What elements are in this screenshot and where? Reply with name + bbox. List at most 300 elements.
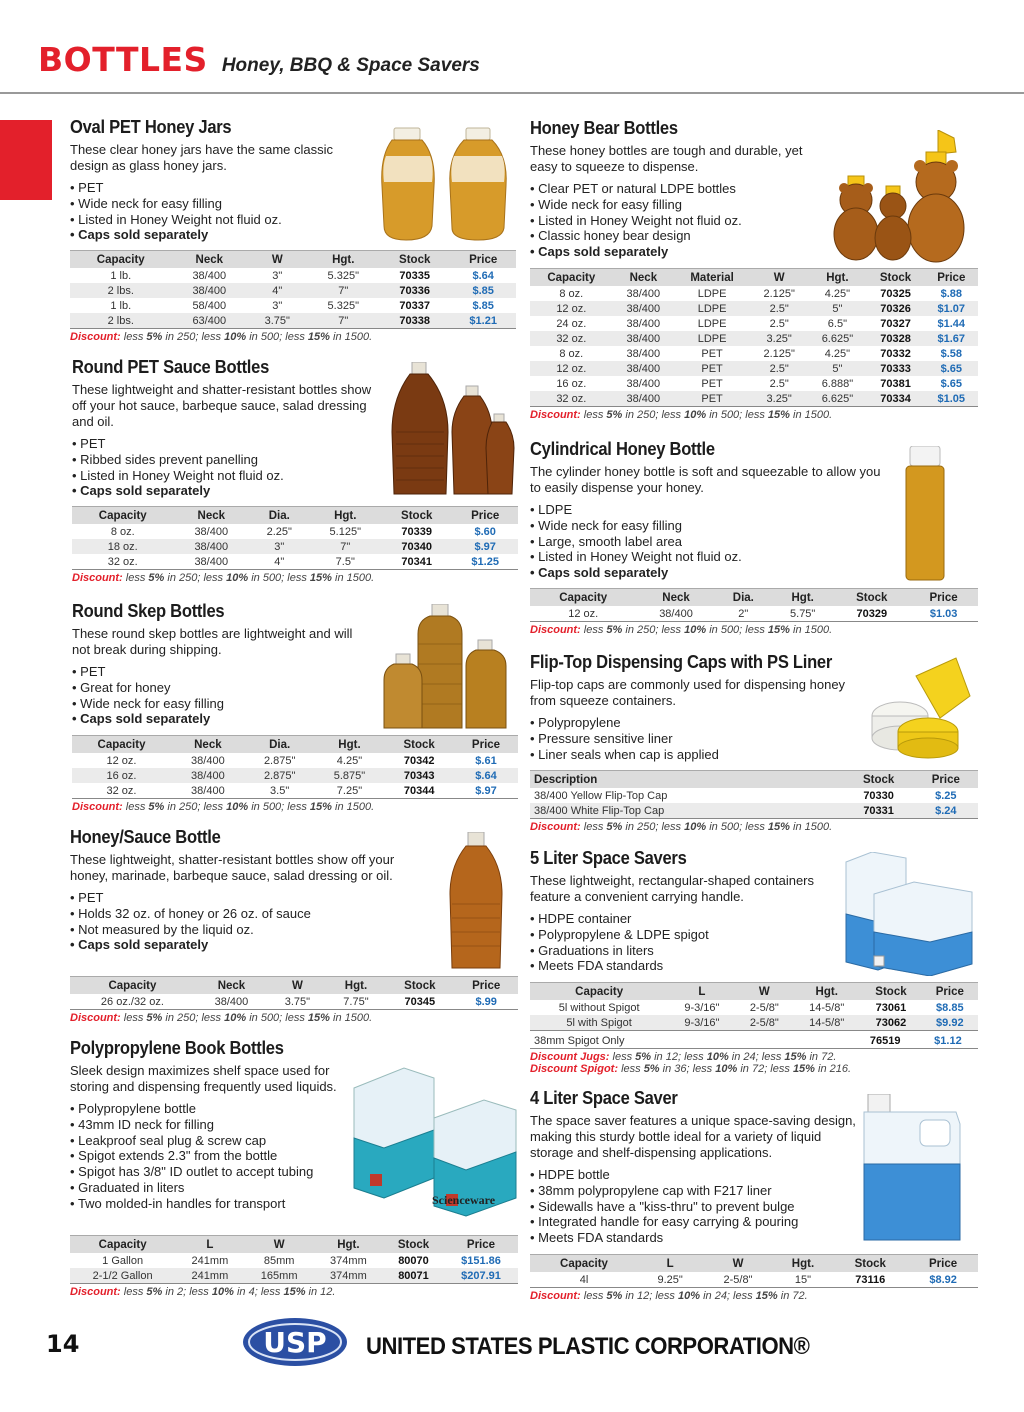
feature-item: • Polypropylene bottle bbox=[70, 1101, 350, 1117]
col-header: Stock bbox=[867, 269, 925, 287]
table-cell: 1 lb. bbox=[110, 299, 132, 312]
section-description: Sleek design maximizes shelf space used for storing and dispensing frequently used liquids. bbox=[70, 1063, 337, 1094]
price-cell: $.65 bbox=[925, 361, 978, 376]
section-honey-sauce-bottle bbox=[70, 827, 430, 953]
col-header: W bbox=[268, 977, 327, 995]
col-header: Dia. bbox=[245, 736, 315, 754]
table-cell: 32 oz. bbox=[530, 391, 613, 407]
section-description: These lightweight and shatter-resistant bottles show off your hot sauce, barbeque sauce, salad dressing and oil. bbox=[72, 382, 372, 429]
table-cell: 38/400 bbox=[191, 754, 225, 767]
col-header: Stock bbox=[384, 736, 454, 754]
table-cell: PET bbox=[674, 361, 750, 376]
book-table bbox=[70, 1235, 518, 1284]
stock-cell: 73062 bbox=[860, 1015, 921, 1031]
col-header: L bbox=[175, 1236, 244, 1254]
price-cell: $.64 bbox=[472, 269, 494, 282]
table-cell: 38/400 bbox=[171, 768, 245, 783]
table-cell: 7" bbox=[308, 283, 380, 298]
col-header: Stock bbox=[860, 983, 921, 1001]
feature-item: • Wide neck for easy filling bbox=[70, 196, 370, 212]
section-polypropylene-book-bottles bbox=[70, 1038, 350, 1212]
price-cell: $.60 bbox=[474, 525, 496, 538]
stock-cell: 70335 bbox=[399, 269, 431, 282]
table-row bbox=[70, 1268, 518, 1284]
section-description: The space saver features a unique space-saving design, making this sturdy bottle ideal for a variety of liquid storage and shelf-dispensing applications. bbox=[530, 1113, 856, 1160]
col-header: Hgt. bbox=[314, 1236, 383, 1254]
table-cell: 14-5/8" bbox=[809, 1001, 845, 1014]
feature-item: • PET bbox=[70, 180, 370, 196]
table-cell: 4" bbox=[247, 283, 307, 298]
feature-item: • Caps sold separately bbox=[70, 937, 430, 953]
table-cell: 38/400 bbox=[192, 269, 227, 282]
4-liter-space-saver-image bbox=[860, 1094, 966, 1244]
price-cell: $.25 bbox=[935, 789, 957, 802]
feature-item: • Polypropylene bbox=[530, 715, 870, 731]
col-header: Stock bbox=[383, 1236, 444, 1254]
table-row bbox=[530, 331, 978, 346]
feature-list bbox=[72, 664, 372, 727]
feature-item: • 43mm ID neck for filling bbox=[70, 1117, 350, 1133]
table-cell: 6.625" bbox=[808, 331, 866, 346]
price-cell: $8.92 bbox=[908, 1272, 978, 1288]
stock-cell: 70325 bbox=[880, 287, 911, 300]
feature-item: • Caps sold separately bbox=[72, 711, 372, 727]
table-cell: 12 oz. bbox=[530, 606, 636, 622]
section-title: Flip-Top Dispensing Caps with PS Liner bbox=[530, 652, 833, 672]
feature-item: • Meets FDA standards bbox=[530, 958, 840, 974]
stock-cell: 70340 bbox=[381, 539, 452, 554]
table-cell: 3.75" bbox=[247, 313, 307, 329]
col-header: Capacity bbox=[530, 589, 636, 607]
stock-cell: 70329 bbox=[834, 606, 909, 622]
table-row bbox=[72, 753, 518, 768]
table-cell: 3.75" bbox=[268, 994, 327, 1010]
table-cell: LDPE bbox=[697, 287, 727, 300]
company-name: UNITED STATES PLASTIC CORPORATION® bbox=[366, 1333, 810, 1360]
price-cell: $.65 bbox=[940, 377, 962, 390]
feature-item: • LDPE bbox=[530, 502, 890, 518]
table-cell: 32 oz. bbox=[530, 331, 613, 346]
table-cell: 38/400 bbox=[171, 783, 245, 799]
feature-item: • Listed in Honey Weight not fluid oz. bbox=[70, 212, 370, 228]
table-cell: 6.5" bbox=[827, 317, 847, 330]
col-header: Price bbox=[454, 736, 518, 754]
feature-item: • Graduations in liters bbox=[530, 943, 840, 959]
section-title: Honey Bear Bottles bbox=[530, 118, 678, 138]
stock-cell: 70336 bbox=[379, 283, 450, 298]
table-cell: 5" bbox=[808, 301, 866, 316]
table-cell: 38/400 bbox=[194, 525, 229, 538]
table-cell: 5.75" bbox=[771, 606, 834, 622]
col-header: Capacity bbox=[70, 1236, 175, 1254]
stock-cell: 70326 bbox=[867, 301, 925, 316]
table-cell: 38/400 bbox=[173, 554, 249, 570]
price-cell: $.88 bbox=[940, 287, 962, 300]
section-description: Flip-top caps are commonly used for dispensing honey from squeeze containers. bbox=[530, 677, 846, 708]
col-header: W bbox=[750, 269, 808, 287]
table-cell: 2-5/8" bbox=[702, 1272, 773, 1288]
cylindrical-table bbox=[530, 588, 978, 622]
table-cell: 7.5" bbox=[310, 554, 382, 570]
col-header: Neck bbox=[613, 269, 675, 287]
col-header: Dia. bbox=[249, 507, 309, 525]
table-cell: 165mm bbox=[245, 1268, 314, 1284]
table-cell: 38/400 bbox=[613, 391, 675, 407]
section-title: Cylindrical Honey Bottle bbox=[530, 439, 715, 459]
price-cell: $.97 bbox=[454, 783, 518, 799]
feature-item: • Wide neck for easy filling bbox=[72, 696, 372, 712]
section-cylindrical-honey-bottle bbox=[530, 439, 890, 581]
honey-bear-table bbox=[530, 268, 978, 407]
table-cell: 5.325" bbox=[327, 269, 359, 282]
feature-item: • HDPE container bbox=[530, 911, 840, 927]
table-cell: 4" bbox=[249, 554, 309, 570]
table-cell: 8 oz. bbox=[559, 347, 584, 360]
feature-item: • 38mm polypropylene cap with F217 liner bbox=[530, 1183, 860, 1199]
stock-cell: 70338 bbox=[379, 313, 450, 329]
table-cell: 2.125" bbox=[763, 347, 795, 360]
table-cell: PET bbox=[674, 391, 750, 407]
table-cell: 9-3/16" bbox=[684, 1001, 720, 1014]
table-cell: 2-5/8" bbox=[735, 1015, 793, 1031]
feature-item: • Listed in Honey Weight not fluid oz. bbox=[530, 549, 890, 565]
table-cell: 38/400 bbox=[173, 539, 249, 554]
table-row bbox=[72, 783, 518, 799]
table-cell: 38/400 White Flip-Top Cap bbox=[530, 803, 844, 819]
section-description: These clear honey jars have the same classic design as glass honey jars. bbox=[70, 142, 334, 173]
section-tab bbox=[0, 120, 52, 200]
stock-cell: 70328 bbox=[867, 331, 925, 346]
stock-cell: 70330 bbox=[863, 789, 894, 802]
table-cell: 5l without Spigot bbox=[558, 1001, 640, 1014]
stock-cell: 70327 bbox=[880, 317, 911, 330]
table-cell: 7.25" bbox=[315, 783, 385, 799]
table-cell: LDPE bbox=[674, 301, 750, 316]
table-cell: 5l with Spigot bbox=[530, 1015, 668, 1031]
stock-cell: 70332 bbox=[880, 347, 911, 360]
discount-note: Discount: less 5% in 250; less 10% in 500; less 15% in 1500. bbox=[530, 624, 833, 636]
book-bottles-image bbox=[344, 1058, 520, 1218]
stock-cell: 70381 bbox=[880, 377, 911, 390]
table-cell: 38/400 bbox=[626, 287, 661, 300]
price-cell: $1.05 bbox=[925, 391, 978, 407]
feature-list bbox=[70, 180, 370, 243]
table-cell: 6.888" bbox=[821, 377, 854, 390]
cylindrical-bottle-image bbox=[900, 446, 950, 582]
stock-cell: 80070 bbox=[398, 1254, 429, 1267]
table-cell: 7" bbox=[310, 539, 382, 554]
feature-item: • Caps sold separately bbox=[530, 244, 820, 260]
col-header: Price bbox=[908, 1255, 978, 1273]
col-header: Stock bbox=[381, 507, 452, 525]
col-header: Neck bbox=[173, 507, 249, 525]
table-row bbox=[530, 1033, 978, 1049]
price-cell: $.85 bbox=[450, 283, 516, 298]
stock-cell: 73116 bbox=[832, 1272, 908, 1288]
table-cell: 8 oz. bbox=[110, 525, 135, 538]
price-cell: $1.25 bbox=[452, 554, 518, 570]
section-round-skep-bottles bbox=[72, 601, 372, 727]
price-cell: $.97 bbox=[452, 539, 518, 554]
table-cell: 374mm bbox=[314, 1268, 383, 1284]
col-header: Capacity bbox=[72, 507, 173, 525]
table-cell: 18 oz. bbox=[72, 539, 173, 554]
stock-cell: 70341 bbox=[381, 554, 452, 570]
table-cell: 3" bbox=[249, 539, 309, 554]
table-cell: 4.25" bbox=[824, 287, 851, 300]
table-row bbox=[530, 803, 978, 819]
table-cell: 16 oz. bbox=[556, 377, 587, 390]
stock-cell: 70343 bbox=[384, 768, 454, 783]
page-header bbox=[38, 40, 480, 84]
stock-cell: 70334 bbox=[867, 391, 925, 407]
page-subtitle: Honey, BBQ & Space Savers bbox=[221, 55, 480, 76]
page-number: 14 bbox=[46, 1330, 80, 1358]
table-cell: 85mm bbox=[263, 1254, 295, 1267]
col-header: Price bbox=[914, 771, 978, 789]
table-cell: 2-1/2 Gallon bbox=[70, 1268, 175, 1284]
discount-note: Discount: less 5% in 250; less 10% in 500; less 15% in 1500. bbox=[530, 821, 833, 833]
sauce-bottles-image bbox=[388, 362, 518, 502]
col-header: Capacity bbox=[70, 251, 171, 269]
col-header: Neck bbox=[195, 977, 268, 995]
feature-item: • Wide neck for easy filling bbox=[530, 518, 890, 534]
col-header: Price bbox=[450, 251, 516, 269]
col-header: Price bbox=[444, 1236, 518, 1254]
spigot-table bbox=[530, 1033, 978, 1049]
price-cell: $.85 bbox=[472, 299, 494, 312]
page-title: BOTTLES bbox=[38, 40, 208, 79]
table-cell: 3.25" bbox=[750, 391, 808, 407]
feature-list bbox=[530, 715, 870, 762]
price-cell: $.64 bbox=[454, 768, 518, 783]
table-row bbox=[530, 788, 978, 803]
table-cell: 38/400 bbox=[626, 377, 661, 390]
flip-top-caps-image bbox=[866, 656, 976, 760]
table-cell: 4l bbox=[530, 1272, 638, 1288]
section-title: Round Skep Bottles bbox=[72, 601, 225, 621]
col-header: Price bbox=[909, 589, 978, 607]
stock-cell: 80071 bbox=[383, 1268, 444, 1284]
feature-list bbox=[530, 1167, 860, 1246]
feature-item: • Spigot has 3/8" ID outlet to accept tubing bbox=[70, 1164, 350, 1180]
table-cell: 2.125" bbox=[763, 287, 795, 300]
table-row bbox=[530, 1000, 978, 1015]
table-cell: 2.5" bbox=[769, 377, 789, 390]
table-row bbox=[530, 1015, 978, 1031]
feature-item: • Integrated handle for easy carrying & pouring bbox=[530, 1214, 860, 1230]
feature-item: • PET bbox=[72, 436, 372, 452]
section-4-liter-space-saver bbox=[530, 1088, 860, 1246]
feature-list bbox=[530, 181, 820, 260]
section-title: 4 Liter Space Saver bbox=[530, 1088, 678, 1108]
col-header: Hgt. bbox=[793, 983, 860, 1001]
table-cell: 3" bbox=[272, 299, 283, 312]
price-cell: $151.86 bbox=[461, 1254, 501, 1267]
table-cell: 9-3/16" bbox=[668, 1015, 735, 1031]
table-cell: 9.25" bbox=[638, 1272, 702, 1288]
section-flip-top-caps bbox=[530, 652, 870, 762]
section-title: Round PET Sauce Bottles bbox=[72, 357, 270, 377]
price-cell: $8.85 bbox=[936, 1001, 964, 1014]
table-cell: 2.5" bbox=[769, 317, 789, 330]
table-cell: 24 oz. bbox=[556, 317, 587, 330]
table-row bbox=[530, 346, 978, 361]
table-row bbox=[530, 316, 978, 331]
col-header: Hgt. bbox=[315, 736, 385, 754]
table-cell: 32 oz. bbox=[72, 554, 173, 570]
col-header: Material bbox=[674, 269, 750, 287]
feature-item: • Pressure sensitive liner bbox=[530, 731, 870, 747]
feature-item: • Two molded-in handles for transport bbox=[70, 1196, 350, 1212]
col-header: Capacity bbox=[70, 977, 195, 995]
col-header: Neck bbox=[636, 589, 715, 607]
table-cell: 38/400 bbox=[636, 606, 715, 622]
table-cell: 2.875" bbox=[263, 754, 296, 767]
table-cell: 12 oz. bbox=[106, 754, 137, 767]
stock-cell: 70344 bbox=[384, 783, 454, 799]
4-liter-table bbox=[530, 1254, 978, 1288]
usp-logo bbox=[240, 1314, 350, 1370]
5-liter-space-saver-image bbox=[844, 852, 976, 976]
table-cell: 4.25" bbox=[824, 347, 851, 360]
table-cell: 241mm bbox=[175, 1268, 244, 1284]
discount-note: Discount: less 5% in 250; less 10% in 500; less 15% in 1500. bbox=[72, 572, 375, 584]
table-cell: 2.5" bbox=[750, 361, 808, 376]
table-row bbox=[70, 268, 516, 283]
discount-jugs-note: Discount Jugs: less 5% in 12; less 10% in 24; less 15% in 72. bbox=[530, 1051, 837, 1063]
table-cell: 38mm Spigot Only bbox=[530, 1033, 853, 1049]
table-row bbox=[530, 286, 978, 301]
header-rule bbox=[0, 92, 1024, 94]
table-row bbox=[530, 361, 978, 376]
col-header: Capacity bbox=[530, 1255, 638, 1273]
5-liter-table bbox=[530, 982, 978, 1031]
sauce-table bbox=[72, 506, 518, 570]
col-header: Price bbox=[922, 983, 978, 1001]
col-header: Stock bbox=[379, 251, 450, 269]
feature-item: • Polypropylene & LDPE spigot bbox=[530, 927, 840, 943]
flip-top-table bbox=[530, 770, 978, 819]
table-cell: 12 oz. bbox=[530, 361, 613, 376]
table-cell: 5" bbox=[808, 361, 866, 376]
feature-list bbox=[70, 890, 430, 953]
section-description: These lightweight, shatter-resistant bottles show off your honey, marinade, barbeque sauce, salad dressing or oil. bbox=[70, 852, 395, 883]
col-header: L bbox=[668, 983, 735, 1001]
section-title: Polypropylene Book Bottles bbox=[70, 1038, 284, 1058]
discount-note: Discount: less 5% in 2; less 10% in 4; less 15% in 12. bbox=[70, 1286, 336, 1298]
table-row bbox=[530, 376, 978, 391]
col-header: W bbox=[247, 251, 307, 269]
section-title: Honey/Sauce Bottle bbox=[70, 827, 221, 847]
usp-logo-text: USP bbox=[263, 1326, 327, 1359]
table-cell: 58/400 bbox=[192, 299, 227, 312]
col-header: Price bbox=[925, 269, 978, 287]
feature-item: • Ribbed sides prevent panelling bbox=[72, 452, 372, 468]
feature-item: • Classic honey bear design bbox=[530, 228, 820, 244]
stock-cell: 70333 bbox=[867, 361, 925, 376]
feature-item: • Sidewalls have a "kiss-thru" to prevent bulge bbox=[530, 1199, 860, 1215]
feature-item: • Listed in Honey Weight not fluid oz. bbox=[530, 213, 820, 229]
table-cell: PET bbox=[701, 347, 723, 360]
section-description: These lightweight, rectangular-shaped containers feature a convenient carrying handle. bbox=[530, 873, 815, 904]
table-cell: 374mm bbox=[330, 1254, 367, 1267]
honey-sauce-bottle-image bbox=[446, 832, 506, 972]
table-cell: 241mm bbox=[191, 1254, 229, 1267]
col-header: Capacity bbox=[72, 736, 171, 754]
discount-note: Discount: less 5% in 250; less 10% in 500; less 15% in 1500. bbox=[72, 801, 375, 813]
scienceware-logo: Scienceware bbox=[432, 1193, 496, 1207]
table-cell: LDPE bbox=[674, 331, 750, 346]
table-cell: 3" bbox=[272, 269, 283, 282]
table-cell: 2.25" bbox=[266, 525, 292, 538]
honey-sauce-table bbox=[70, 976, 518, 1010]
discount-note: Discount: less 5% in 250; less 10% in 500; less 15% in 1500. bbox=[70, 1012, 373, 1024]
col-header: Price bbox=[454, 977, 518, 995]
section-title: Oval PET Honey Jars bbox=[70, 117, 232, 137]
table-cell: 38/400 bbox=[613, 301, 675, 316]
feature-item: • Wide neck for easy filling bbox=[530, 197, 820, 213]
price-cell: $.58 bbox=[940, 347, 962, 360]
feature-item: • Meets FDA standards bbox=[530, 1230, 860, 1246]
table-row bbox=[72, 524, 518, 539]
feature-list bbox=[72, 436, 372, 499]
discount-spigot-note: Discount Spigot: less 5% in 36; less 10% in 72; less 15% in 216. bbox=[530, 1063, 852, 1075]
table-cell: 3.25" bbox=[750, 331, 808, 346]
table-cell: 38/400 bbox=[626, 317, 661, 330]
oval-table bbox=[70, 250, 516, 329]
feature-item: • Great for honey bbox=[72, 680, 372, 696]
table-cell: 2.875" bbox=[245, 768, 315, 783]
section-description: These round skep bottles are lightweight and will not break during shipping. bbox=[72, 626, 353, 657]
skep-bottles-image bbox=[380, 604, 520, 730]
price-cell: $.24 bbox=[914, 803, 978, 819]
col-header: Stock bbox=[834, 589, 909, 607]
col-header: Hgt. bbox=[774, 1255, 833, 1273]
feature-item: • PET bbox=[72, 664, 372, 680]
table-row bbox=[530, 301, 978, 316]
feature-item: • Not measured by the liquid oz. bbox=[70, 922, 430, 938]
stock-cell: 70331 bbox=[844, 803, 914, 819]
section-5-liter-space-savers bbox=[530, 848, 840, 974]
table-row bbox=[70, 298, 516, 313]
oval-jars-image bbox=[378, 126, 518, 244]
table-cell: 38/400 bbox=[195, 994, 268, 1010]
table-cell: 6.625" bbox=[808, 391, 866, 407]
price-cell: $.99 bbox=[454, 994, 518, 1010]
discount-note: Discount: less 5% in 250; less 10% in 500; less 15% in 1500. bbox=[70, 331, 373, 343]
col-header: Price bbox=[452, 507, 518, 525]
col-header: Neck bbox=[171, 736, 245, 754]
col-header: W bbox=[702, 1255, 773, 1273]
honey-bear-image bbox=[826, 130, 976, 264]
table-cell: PET bbox=[701, 377, 723, 390]
table-row bbox=[530, 391, 978, 407]
table-cell: 32 oz. bbox=[72, 783, 171, 799]
table-cell: 2-5/8" bbox=[749, 1001, 779, 1014]
stock-cell: 70337 bbox=[399, 299, 431, 312]
table-row bbox=[70, 283, 516, 298]
table-row bbox=[530, 606, 978, 622]
table-cell: 1 Gallon bbox=[102, 1254, 144, 1267]
feature-item: • Caps sold separately bbox=[70, 227, 370, 243]
price-cell: $1.12 bbox=[918, 1033, 978, 1049]
table-cell: 2.5" bbox=[750, 301, 808, 316]
price-cell: $9.92 bbox=[922, 1015, 978, 1031]
col-header: Description bbox=[530, 771, 844, 789]
table-cell: 3.5" bbox=[245, 783, 315, 799]
table-cell: 4.25" bbox=[336, 754, 363, 767]
